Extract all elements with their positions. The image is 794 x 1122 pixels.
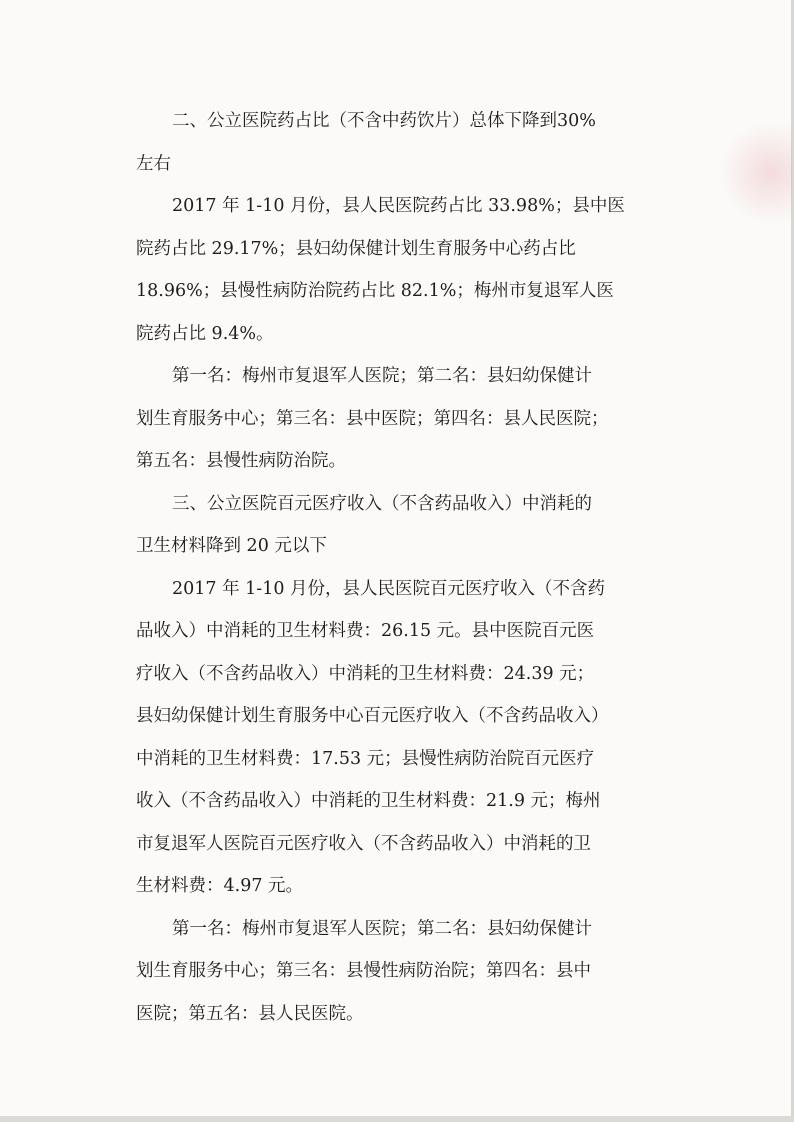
- section-2-heading-line-1: 二、公立医院药占比（不含中药饮片）总体下降到30%: [172, 111, 596, 131]
- section-2: [136, 100, 708, 483]
- document-body: [136, 100, 708, 1035]
- section-3: [136, 483, 708, 1036]
- section-3-body-line-2: 品收入）中消耗的卫生材料费：26.15 元。县中医院百元医: [136, 621, 595, 641]
- section-2-body-line-1: 2017 年 1-10 月份，县人民医院药占比 33.98%；县中医: [172, 196, 625, 216]
- section-3-body-line-7: 市复退军人医院百元医疗收入（不含药品收入）中消耗的卫: [136, 833, 591, 854]
- section-3-ranking-line-3: 医院；第五名：县人民医院。: [136, 1003, 364, 1024]
- section-3-ranking-line-2: 划生育服务中心；第三名：县慢性病防治院；第四名：县中: [136, 961, 591, 981]
- section-2-body-line-3: 18.96%；县慢性病防治院药占比 82.1%；梅州市复退军人医: [136, 281, 614, 301]
- section-3-body-line-5: 中消耗的卫生材料费：17.53 元；县慢性病防治院百元医疗: [136, 748, 595, 769]
- section-2-ranking-line-2: 划生育服务中心；第三名：县中医院；第四名：县人民医院；: [136, 408, 609, 429]
- section-2-body-line-2: 院药占比 29.17%；县妇幼保健计划生育服务中心药占比: [136, 238, 576, 259]
- section-2-ranking-line-3: 第五名：县慢性病防治院。: [136, 451, 346, 471]
- section-2-body-line-4: 院药占比 9.4%。: [136, 323, 274, 344]
- red-seal-bleed-through: [722, 118, 792, 228]
- page-bottom-shadow: [0, 1116, 794, 1122]
- section-3-heading-line-2: 卫生材料降到 20 元以下: [136, 536, 327, 556]
- section-3-ranking-line-1: 第一名：梅州市复退军人医院；第二名：县妇幼保健计: [172, 918, 592, 939]
- section-3-heading-line-1: 三、公立医院百元医疗收入（不含药品收入）中消耗的: [172, 493, 592, 514]
- section-2-ranking-line-1: 第一名：梅州市复退军人医院；第二名：县妇幼保健计: [172, 366, 592, 386]
- section-3-body-line-1: 2017 年 1-10 月份，县人民医院百元医疗收入（不含药: [172, 578, 606, 599]
- section-2-heading-line-2: 左右: [136, 153, 171, 174]
- section-3-body-line-4: 县妇幼保健计划生育服务中心百元医疗收入（不含药品收入）: [136, 706, 609, 726]
- section-3-body-line-8: 生材料费：4.97 元。: [136, 876, 304, 896]
- section-3-body-line-6: 收入（不含药品收入）中消耗的卫生材料费：21.9 元；梅州: [136, 791, 601, 811]
- section-3-body-line-3: 疗收入（不含药品收入）中消耗的卫生材料费：24.39 元；: [136, 663, 595, 684]
